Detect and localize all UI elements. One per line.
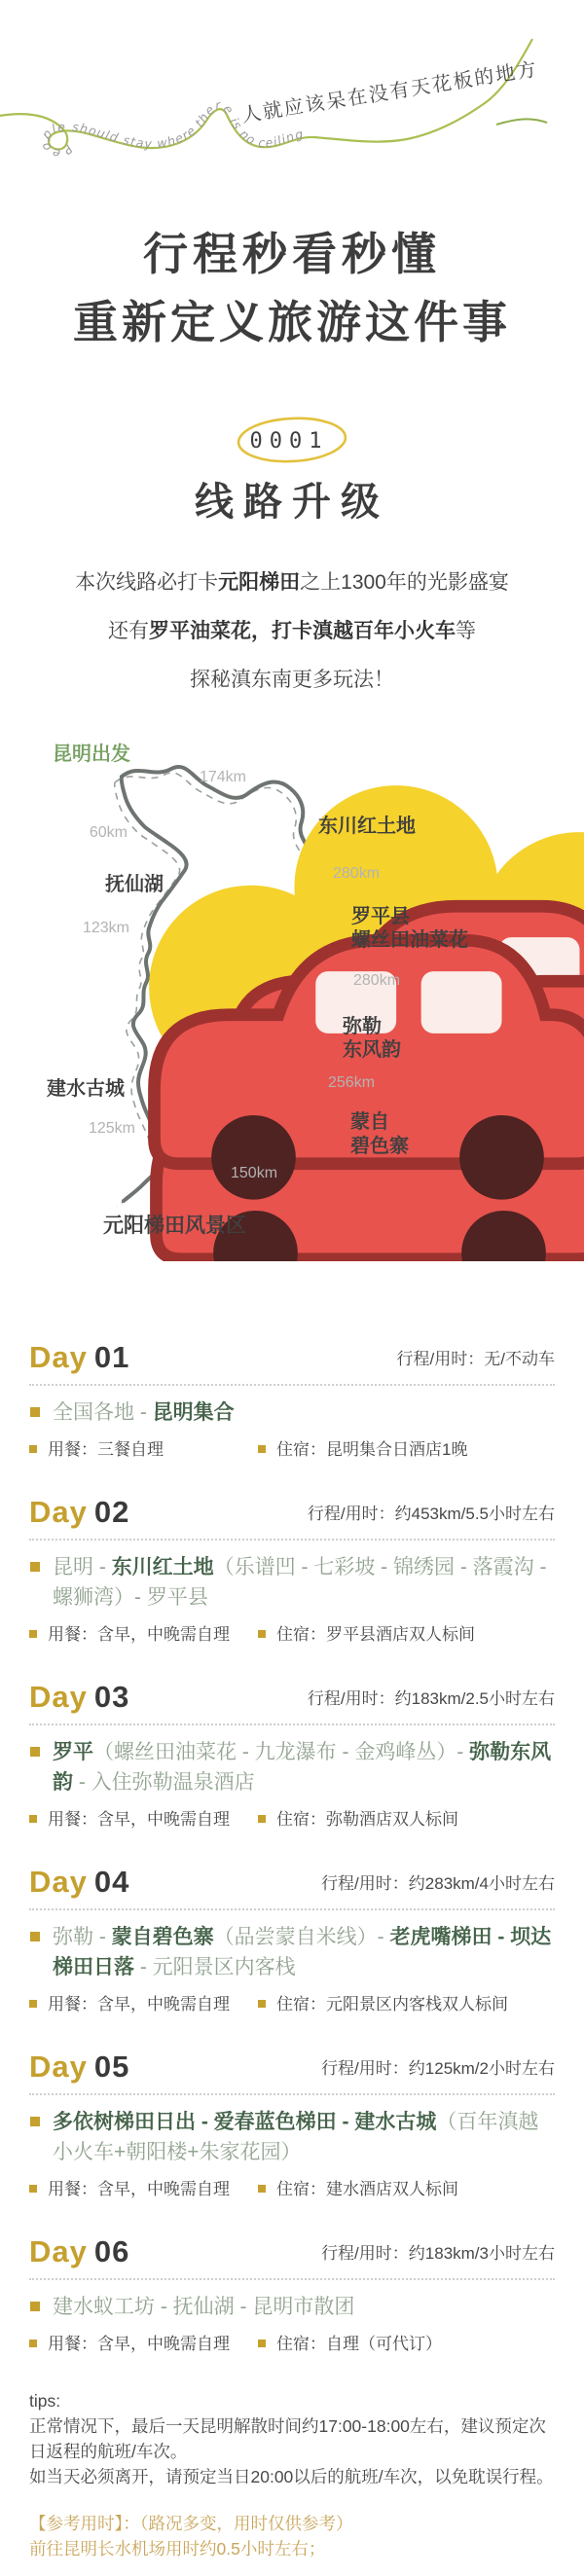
route-segment: 昆明集合 — [152, 1401, 235, 1424]
day-label: Day — [29, 1680, 88, 1714]
hotel-text: 住宿：昆明集合日酒店1晚 — [276, 1440, 468, 1459]
day-duration: 行程/用时：约183km/3小时左右 — [321, 2244, 555, 2263]
route-segment: 全国各地 - — [53, 1401, 153, 1424]
route-segment: 弥勒 - — [53, 1926, 112, 1948]
route-segment: 罗平 — [53, 1741, 93, 1763]
meal-info — [29, 1439, 258, 1461]
day-duration: 行程/用时：约125km/2小时左右 — [321, 2059, 555, 2078]
bullet-square-icon — [258, 2185, 266, 2193]
day-divider — [29, 1908, 555, 1910]
day-title — [29, 2049, 129, 2086]
day-duration: 行程/用时：无/不动车 — [396, 1350, 555, 1368]
day-label: Day — [29, 1340, 88, 1374]
bullet-square-icon — [258, 2000, 266, 2008]
day-title — [29, 1864, 129, 1901]
meal-text: 用餐：含早，中晚需自理 — [48, 2180, 230, 2198]
chinese-quote-text: 人就应该呆在没有天花板的地方 — [239, 56, 540, 127]
day-title — [29, 1494, 129, 1531]
day-divider — [29, 1384, 555, 1386]
bullet-square-icon — [30, 1562, 40, 1572]
day-section — [29, 2049, 555, 2200]
day-route-text — [53, 1926, 551, 1978]
bullet-square-icon — [29, 2340, 37, 2347]
page-title-line1: 行程秒看秒懂 — [143, 229, 441, 279]
route-segment: 昆明 - — [53, 1556, 112, 1578]
header-decoration — [0, 0, 584, 206]
day-divider — [29, 2093, 555, 2095]
day-meta — [29, 1439, 555, 1461]
hotel-text: 住宿：自理（可代订） — [276, 2335, 442, 2353]
day-route — [29, 1922, 555, 1982]
meal-text: 用餐：含早，中晚需自理 — [48, 1810, 230, 1829]
text-segment: 还有 — [108, 620, 149, 642]
meal-text: 用餐：三餐自理 — [48, 1440, 164, 1459]
route-segment: 东川红土地 — [111, 1556, 214, 1578]
day-route-text — [53, 1556, 547, 1609]
day-title — [29, 2233, 129, 2270]
meal-text: 用餐：含早，中晚需自理 — [48, 1995, 230, 2014]
day-route — [29, 2292, 555, 2322]
hotel-text: 住宿：元阳景区内客栈双人标间 — [276, 1995, 508, 2014]
day-route — [29, 1737, 555, 1797]
hotel-info — [258, 1624, 555, 1646]
day-header — [29, 1339, 555, 1376]
route-segment: （品尝蒙自米线）- — [213, 1926, 390, 1948]
route-segment: - 入住弥勒温泉酒店 — [73, 1771, 255, 1794]
hotel-text: 住宿：罗平县酒店双人标间 — [276, 1625, 475, 1644]
intro-paragraph — [0, 559, 584, 705]
day-section — [29, 1339, 555, 1461]
tips-line-1: 正常情况下，最后一天昆明解散时间约17:00-18:00左右，建议预定次日返程的航班/车次。 — [29, 2416, 546, 2461]
route-segment: （百年滇越小火车+朝阳楼+朱家花园） — [53, 2111, 539, 2163]
day-header — [29, 1864, 555, 1901]
meal-info — [29, 1994, 258, 2015]
bullet-square-icon — [29, 1815, 37, 1823]
bullet-square-icon — [30, 1407, 40, 1417]
reference-time-block — [29, 2511, 555, 2561]
intro-line — [0, 607, 584, 656]
hotel-info — [258, 1439, 555, 1461]
meal-info — [29, 1809, 258, 1831]
meal-text: 用餐：含早，中晚需自理 — [48, 2335, 230, 2353]
bullet-square-icon — [258, 1630, 266, 1638]
text-segment: 之上1300年的光影盛宴 — [300, 571, 509, 594]
day-label: Day — [29, 1865, 88, 1899]
day-route-text — [53, 2296, 354, 2318]
route-segment: （螺丝田油菜花 - 九龙瀑布 - 金鸡峰丛）- — [93, 1741, 470, 1763]
route-number-text: 0001 — [249, 429, 329, 454]
tips-line-2: 如当天必须离开，请预定当日20:00以后的航班/车次，以免耽误行程。 — [29, 2467, 554, 2486]
day-meta — [29, 1994, 555, 2015]
day-title — [29, 1339, 129, 1376]
distance-label: 60km — [89, 824, 128, 841]
route-segment: 弥勒东风韵 — [53, 1741, 552, 1794]
day-route — [29, 2107, 555, 2167]
day-label: Day — [29, 2234, 88, 2268]
text-segment: 探秘滇东南更多玩法！ — [190, 669, 394, 691]
stop-label-luoping: 罗平县 — [351, 906, 410, 927]
map-start-label: 昆明出发 — [53, 744, 130, 765]
hotel-info — [258, 2179, 555, 2200]
hotel-info — [258, 1994, 555, 2015]
day-meta — [29, 2179, 555, 2200]
day-divider — [29, 2278, 555, 2280]
text-segment: 等 — [456, 620, 476, 642]
stop-label-dongchuan: 东川红土地 — [318, 816, 416, 837]
distance-label: 256km — [328, 1074, 376, 1091]
hotel-info — [258, 2334, 555, 2355]
day-route — [29, 1397, 555, 1428]
meal-info — [29, 2179, 258, 2200]
route-segment: - 元阳景区内客栈 — [134, 1956, 296, 1978]
distance-label: 174km — [199, 769, 247, 785]
tips-section — [0, 2388, 584, 2561]
route-number-badge — [0, 413, 584, 467]
day-meta — [29, 1809, 555, 1831]
day-section — [29, 1679, 555, 1831]
day-header — [29, 1494, 555, 1531]
stop-label-mile: 弥勒 — [343, 1016, 382, 1037]
hotel-info — [258, 1809, 555, 1831]
day-route-text — [53, 1401, 235, 1424]
day-header — [29, 1679, 555, 1716]
day-divider — [29, 1723, 555, 1725]
distance-label: 150km — [231, 1165, 278, 1181]
route-segment: 蒙自碧色寨 — [111, 1926, 214, 1948]
stop-label-mile: 东风韵 — [343, 1039, 401, 1061]
intro-line — [0, 559, 584, 607]
stop-label-yuanyang: 元阳梯田风景区 — [103, 1215, 246, 1237]
day-duration: 行程/用时：约453km/5.5小时左右 — [307, 1505, 555, 1523]
day-divider — [29, 1539, 555, 1541]
bullet-square-icon — [30, 2117, 40, 2126]
day-number: 01 — [93, 1340, 130, 1374]
bullet-square-icon — [258, 1445, 266, 1453]
day-section — [29, 1494, 555, 1646]
day-list — [0, 1339, 584, 2355]
day-meta — [29, 2334, 555, 2355]
route-segment: 多依树梯田日出 - 爱春蓝色梯田 - 建水古城 — [53, 2111, 437, 2133]
meal-info — [29, 1624, 258, 1646]
bullet-square-icon — [258, 2340, 266, 2347]
stop-label-fuxian: 抚仙湖 — [105, 874, 164, 895]
meal-info — [29, 2334, 258, 2355]
day-number: 06 — [93, 2234, 130, 2268]
day-label: Day — [29, 1495, 88, 1529]
text-segment: 罗平油菜花，打卡滇越百年小火车 — [149, 620, 456, 642]
day-number: 02 — [93, 1495, 130, 1529]
text-segment: 元阳梯田 — [218, 571, 301, 594]
distance-label: 123km — [82, 920, 129, 936]
leaf-stem — [496, 119, 547, 125]
day-label: Day — [29, 2050, 88, 2084]
distance-label: 280km — [333, 865, 381, 882]
distance-label: 280km — [353, 972, 401, 989]
day-title — [29, 1679, 129, 1716]
text-segment: 本次线路必打卡 — [75, 571, 219, 594]
day-number: 05 — [93, 2050, 130, 2084]
day-section — [29, 1864, 555, 2015]
day-duration: 行程/用时：约183km/2.5小时左右 — [307, 1689, 555, 1708]
day-number: 04 — [93, 1865, 130, 1899]
day-number: 03 — [93, 1680, 130, 1714]
tips-label: tips: — [29, 2391, 61, 2411]
day-route-text — [53, 1741, 551, 1794]
day-duration: 行程/用时：约283km/4小时左右 — [321, 1874, 555, 1893]
bullet-square-icon — [29, 1630, 37, 1638]
bullet-square-icon — [30, 2302, 40, 2311]
stop-label-jianshui: 建水古城 — [47, 1078, 125, 1100]
bullet-square-icon — [29, 2000, 37, 2008]
distance-label: 125km — [88, 1120, 135, 1137]
english-quote-text: People should stay where there is no ceiling — [37, 96, 306, 162]
day-route — [29, 1552, 555, 1613]
page-title-line2: 重新定义旅游这件事 — [73, 297, 511, 347]
hotel-text: 住宿：弥勒酒店双人标间 — [276, 1810, 458, 1829]
route-map — [0, 716, 584, 1261]
day-header — [29, 2233, 555, 2270]
stop-label-mengzi: 蒙自 — [350, 1111, 389, 1133]
reference-time-line: 前往昆明长水机场用时约0.5小时左右； — [29, 2539, 326, 2558]
day-section — [29, 2233, 555, 2355]
day-route-text — [53, 2111, 538, 2163]
bullet-square-icon — [29, 2185, 37, 2193]
intro-line — [0, 656, 584, 705]
section-title: 线路升级 — [195, 481, 389, 524]
day-header — [29, 2049, 555, 2086]
hotel-text: 住宿：建水酒店双人标间 — [276, 2180, 458, 2198]
stop-label-luoping: 螺丝田油菜花 — [351, 929, 468, 951]
bullet-square-icon — [30, 1932, 40, 1941]
route-segment: （乐谱凹 - 七彩坡 - 锦绣园 - 落霞沟 - 螺狮湾）- 罗平县 — [53, 1556, 547, 1609]
bullet-square-icon — [258, 1815, 266, 1823]
route-segment: 建水蚁工坊 - 抚仙湖 - 昆明市散团 — [53, 2296, 355, 2318]
bullet-square-icon — [29, 1445, 37, 1453]
bullet-square-icon — [30, 1747, 40, 1757]
reference-time-title: 【参考用时】：（路况多变，用时仅供参考） — [29, 2514, 353, 2533]
stop-label-mengzi: 碧色寨 — [350, 1136, 409, 1157]
day-meta — [29, 1624, 555, 1646]
route-segment: 老虎嘴梯田 - 坝达梯田日落 — [53, 1926, 552, 1978]
meal-text: 用餐：含早，中晚需自理 — [48, 1625, 230, 1644]
